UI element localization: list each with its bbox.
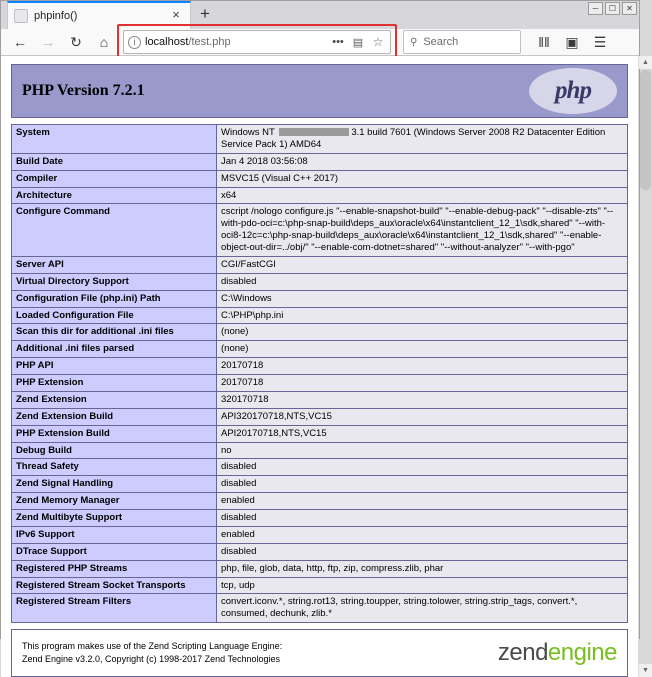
table-cell-key: DTrace Support [12, 543, 217, 560]
table-cell-key: System [12, 125, 217, 154]
table-row [12, 560, 628, 577]
table-cell-key: PHP API [12, 358, 217, 375]
table-cell-value: (none) [217, 341, 628, 358]
table-cell-value: disabled [217, 476, 628, 493]
table-cell-key: Thread Safety [12, 459, 217, 476]
table-row [12, 493, 628, 510]
table-row [12, 577, 628, 594]
table-row [12, 526, 628, 543]
table-row [12, 510, 628, 527]
redacted-block [279, 128, 349, 136]
tab-phpinfo[interactable] [7, 1, 191, 29]
page-viewport [1, 56, 649, 677]
table-cell-value: (none) [217, 324, 628, 341]
back-button[interactable]: ← [13, 34, 27, 50]
maximize-button[interactable]: ☐ [605, 2, 620, 15]
table-row [12, 125, 628, 154]
page-actions-icon[interactable]: ••• [332, 36, 344, 48]
table-row [12, 425, 628, 442]
table-cell-value [217, 125, 628, 154]
table-cell-value: MSVC15 (Visual C++ 2017) [217, 170, 628, 187]
table-cell-key: Registered Stream Filters [12, 594, 217, 623]
table-row [12, 324, 628, 341]
table-cell-value: disabled [217, 273, 628, 290]
table-row [12, 187, 628, 204]
zend-engine-text: engine [547, 639, 617, 667]
table-cell-key: Loaded Configuration File [12, 307, 217, 324]
table-cell-key: Architecture [12, 187, 217, 204]
home-button[interactable]: ⌂ [99, 34, 109, 50]
table-row [12, 391, 628, 408]
zend-logo-text: zend [497, 639, 548, 667]
page-scrollbar[interactable] [638, 56, 649, 677]
table-row [12, 459, 628, 476]
table-cell-value: Jan 4 2018 03:56:08 [217, 153, 628, 170]
table-row [12, 358, 628, 375]
table-row [12, 543, 628, 560]
reload-button[interactable]: ↻ [70, 33, 82, 50]
table-cell-key: Zend Signal Handling [12, 476, 217, 493]
table-cell-key: Registered PHP Streams [12, 560, 217, 577]
minimize-button[interactable]: ─ [588, 2, 603, 15]
library-icon[interactable]: ‖‖ [538, 34, 550, 50]
table-row [12, 307, 628, 324]
table-cell-key: Scan this dir for additional .ini files [12, 324, 217, 341]
table-row [12, 290, 628, 307]
table-cell-value: 20170718 [217, 375, 628, 392]
menu-icon[interactable]: ☰ [593, 33, 607, 50]
table-cell-key: Configure Command [12, 204, 217, 257]
table-cell-value: disabled [217, 543, 628, 560]
table-cell-value: C:\Windows [217, 290, 628, 307]
phpinfo-table [11, 124, 628, 623]
tab-title: phpinfo() [34, 10, 78, 22]
window-controls [588, 2, 637, 15]
value-prefix: Windows NT [221, 127, 278, 138]
table-cell-value: CGI/FastCGI [217, 256, 628, 273]
table-row [12, 476, 628, 493]
address-bar[interactable] [123, 30, 391, 54]
table-cell-value: disabled [217, 510, 628, 527]
table-row [12, 273, 628, 290]
table-cell-value: disabled [217, 459, 628, 476]
table-row [12, 153, 628, 170]
value-suffix: 3.1 build 7601 (Windows Server 2008 R2 Datacenter Edition Service Pack 1) AMD64 [221, 127, 606, 150]
table-cell-value: API320170718,NTS,VC15 [217, 408, 628, 425]
table-cell-key: Registered Stream Socket Transports [12, 577, 217, 594]
tab-strip [1, 1, 639, 29]
table-row [12, 375, 628, 392]
zend-footer [11, 629, 628, 677]
table-cell-key: Debug Build [12, 442, 217, 459]
table-cell-value: x64 [217, 187, 628, 204]
table-cell-value: API20170718,NTS,VC15 [217, 425, 628, 442]
url-input[interactable] [145, 36, 326, 48]
table-row [12, 442, 628, 459]
search-input[interactable]: Search [423, 36, 459, 48]
table-cell-value: enabled [217, 526, 628, 543]
site-info-icon[interactable]: i [128, 36, 141, 49]
table-cell-value: 320170718 [217, 391, 628, 408]
table-cell-key: Configuration File (php.ini) Path [12, 290, 217, 307]
table-cell-key: Compiler [12, 170, 217, 187]
table-cell-key: Build Date [12, 153, 217, 170]
page-favicon-icon [14, 9, 28, 23]
table-cell-key: Virtual Directory Support [12, 273, 217, 290]
search-bar[interactable] [403, 30, 521, 54]
sidebar-icon[interactable]: ▣ [565, 33, 579, 50]
table-cell-key: PHP Extension Build [12, 425, 217, 442]
table-cell-value: tcp, udp [217, 577, 628, 594]
table-cell-value: cscript /nologo configure.js "--enable-snapshot-build" "--enable-debug-pack" "--disable-zts" "--with-pdo-oci=c:\php-snap-build\deps_aux\oracle\x64\instantclient_12_1\sdk,shared" "--with-oci8-12c=c:\php-snap-build\deps_aux\oracle\x64\instantclient_12_1\sdk,shared" "--enable-object-out-dir=../obj/" "--enable-com-dotnet=shared" "--without-analyzer" "--with-pgo" [217, 204, 628, 257]
bookmark-star-icon[interactable]: ☆ [372, 35, 384, 49]
table-cell-value: enabled [217, 493, 628, 510]
phpinfo-header [11, 64, 628, 118]
url-host: localhost [145, 36, 189, 48]
close-button[interactable]: ✕ [622, 2, 637, 15]
table-cell-value: C:\PHP\php.ini [217, 307, 628, 324]
phpinfo-page [1, 56, 638, 677]
search-icon: ⚲ [410, 36, 418, 48]
table-cell-key: Zend Multibyte Support [12, 510, 217, 527]
table-cell-value: no [217, 442, 628, 459]
forward-button[interactable]: → [41, 34, 55, 50]
reader-mode-icon[interactable]: ▤ [352, 36, 364, 49]
zend-engine-logo [498, 639, 617, 667]
table-cell-key: Zend Extension [12, 391, 217, 408]
table-cell-value: 20170718 [217, 358, 628, 375]
table-cell-value: php, file, glob, data, http, ftp, zip, compress.zlib, phar [217, 560, 628, 577]
table-row [12, 341, 628, 358]
table-row [12, 408, 628, 425]
table-cell-key: Zend Extension Build [12, 408, 217, 425]
php-logo-icon: php [529, 68, 617, 114]
scroll-up-icon[interactable]: ▲ [639, 56, 652, 69]
close-icon[interactable]: × [172, 7, 180, 22]
page-title: PHP Version 7.2.1 [22, 82, 145, 99]
table-row [12, 594, 628, 623]
table-cell-key: Zend Memory Manager [12, 493, 217, 510]
table-cell-key: PHP Extension [12, 375, 217, 392]
url-path: /test.php [188, 36, 231, 48]
zend-footer-line2: Zend Engine v3.2.0, Copyright (c) 1998-2017 Zend Technologies [22, 654, 280, 665]
zend-footer-line1: This program makes use of the Zend Scripting Language Engine: [22, 641, 283, 652]
new-tab-button[interactable]: + [200, 4, 210, 23]
table-cell-key: IPv6 Support [12, 526, 217, 543]
scroll-down-icon[interactable]: ▼ [639, 664, 652, 677]
table-row [12, 170, 628, 187]
navigation-toolbar [1, 29, 639, 56]
table-cell-key: Server API [12, 256, 217, 273]
table-cell-key: Additional .ini files parsed [12, 341, 217, 358]
table-row [12, 256, 628, 273]
scrollbar-thumb[interactable] [640, 70, 651, 190]
table-cell-value: convert.iconv.*, string.rot13, string.toupper, string.tolower, string.strip_tags, convert.*, consumed, dechunk, zlib.* [217, 594, 628, 623]
table-row [12, 204, 628, 257]
address-bar-container [123, 30, 391, 54]
toolbar-right-group [531, 29, 613, 55]
